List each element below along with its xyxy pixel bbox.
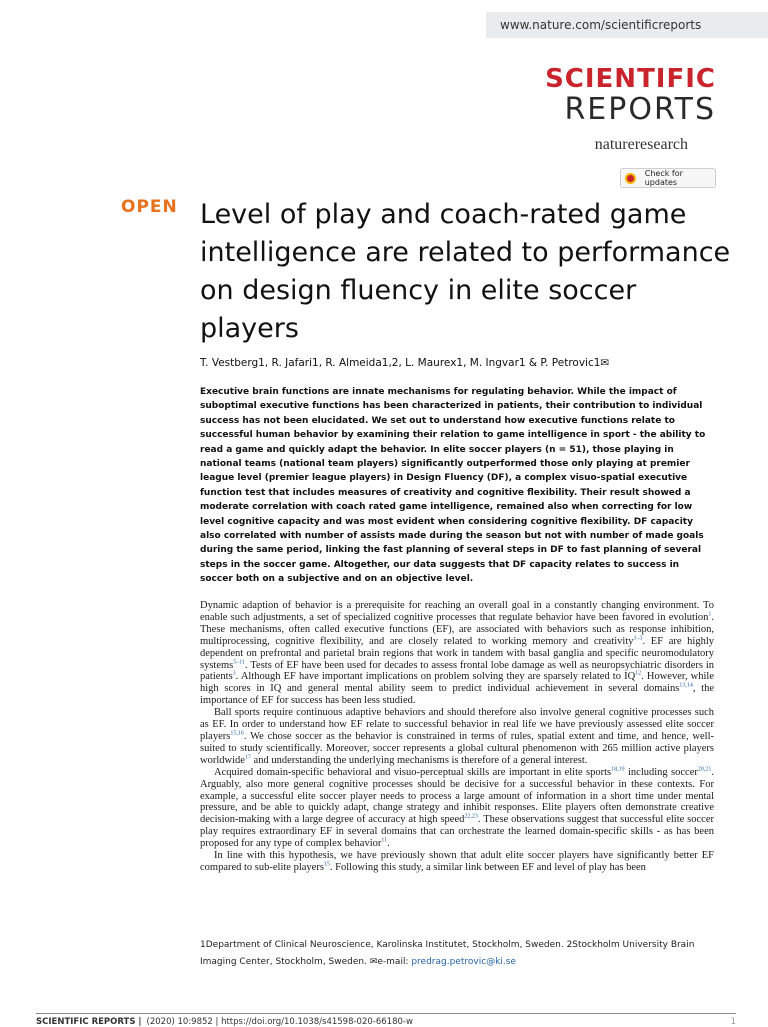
citation-link[interactable]: 22,23	[464, 813, 478, 820]
citation-link[interactable]: 1	[708, 611, 712, 618]
footer-citation[interactable]: (2020) 10:9852 | https://doi.org/10.1038/s41598-020-66180-w	[146, 1017, 413, 1027]
journal-logo-line2: REPORTS	[564, 92, 716, 127]
check-updates-button[interactable]	[620, 168, 716, 188]
citation-link[interactable]: 15	[323, 861, 330, 868]
citation-link[interactable]: 3	[232, 670, 236, 677]
body-paragraph: Dynamic adaption of behavior is a prerequisite for reaching an overall goal in a constantly changing environment. To enable such adjustments, a set of specialized cognitive processes that regulate behavior have been favored in evolution$^1$. These mechanisms, often called executive functions (EF), are associated with behaviors such as response inhibition, multiprocessing, cognitive flexibility, and are closely related to working memory and creativity$^{1-3}$. EF are highly dependent on prefrontal and parietal brain regions that work in tandem with basal ganglia and specific neuromodulatory systems$^{5-11}$. Tests of EF have been used for decades to assess frontal lobe damage as well as neuropsychiatric disorders in patients$^3$. Although EF have important implications on problem solving they are sparsely related to IQ$^{12}$. However, while high scores in IQ and general mental ability seem to predict individual achievement in several domains$^{13,14}$, the importance of EF for success has been less studied.	[200, 600, 715, 707]
page-footer	[36, 1017, 736, 1027]
citation-link[interactable]: 1–3	[633, 635, 643, 642]
citation-link[interactable]: 17	[244, 754, 251, 761]
footer-journal: SCIENTIFIC REPORTS |	[36, 1017, 142, 1027]
citation-link[interactable]: 13,14	[679, 682, 693, 689]
author-list: T. Vestberg1, R. Jafari1, R. Almeida1,2, L. Maurex1, M. Ingvar1 & P. Petrovic1✉	[200, 357, 610, 369]
affiliations-footnote	[200, 937, 730, 971]
open-access-label: OPEN	[121, 197, 178, 217]
page-number: 1	[730, 1017, 736, 1027]
article-body	[200, 600, 714, 874]
citation-link[interactable]: 12	[635, 670, 642, 677]
crossmark-icon	[625, 173, 636, 184]
footer-divider	[36, 1013, 736, 1014]
email-link[interactable]: predrag.petrovic@ki.se	[411, 957, 516, 967]
body-paragraph: Acquired domain-specific behavioral and visuo-perceptual skills are important in elite sports$^{18,19}$ including soccer$^{20,21}$. Arguably, also more general cognitive processes should be decisive for a successful behavior in these contexts. For example, a successful elite soccer player needs to process a large amount of information in a short time under mental pressure, and be able to quickly adapt, change strategy and inhibit responses. Elite players often demonstrate creative decision-making with a large degree of accuracy at high speed$^{22,23}$. These observations suggest that successful elite soccer play requires extraordinary EF in several domains that can orchestrate the learned domain-specific skills - as has been proposed for any type of complex behavior$^{11}$.	[200, 766, 714, 850]
citation-link[interactable]: 20,21	[697, 766, 712, 773]
check-updates-label: Check for updates	[644, 169, 683, 187]
journal-url[interactable]: www.nature.com/scientificreports	[486, 12, 768, 38]
citation-link[interactable]: 15,16	[230, 730, 244, 737]
citation-link[interactable]: 11	[381, 837, 388, 844]
body-paragraph: Ball sports require continuous adaptive behaviors and should therefore also involve general cognitive processes such as EF. In order to understand how EF relate to successful behavior in real life we have previously assessed elite soccer players$^{15,16}$. We chose soccer as the behavior is constrained in terms of rules, spatial extent and time, and hence, well-suited to study scientifically. Moreover, soccer represents a global cultural phenomenon with 265 million active players worldwide$^{17}$ and understanding the underlying mechanisms is therefore of a general interest.	[200, 707, 714, 766]
article-title: Level of play and coach-rated game intelligence are related to performance on design fluency in elite soccer players	[200, 199, 731, 344]
citation-link[interactable]: 5–11	[233, 659, 246, 666]
citation-link[interactable]: 18,19	[611, 766, 625, 773]
body-paragraph: In line with this hypothesis, we have previously shown that adult elite soccer players have significantly better EF compared to sub-elite players$^{15}$. Following this study, a similar link between EF and level of play has been	[200, 850, 714, 873]
affiliations-text: 1Department of Clinical Neuroscience, Karolinska Institutet, Stockholm, Sweden. 2Stockholm University Brain Imaging Center, Stockholm, Sweden. ✉e-mail:	[200, 940, 695, 967]
journal-logo-line1: SCIENTIFIC	[545, 64, 716, 94]
abstract: Executive brain functions are innate mechanisms for regulating behavior. While the impact of suboptimal executive functions has been characterized in patients, their contribution to individual success has not been elucidated. We set out to understand how executive functions relate to successful human behavior by examining their relation to game intelligence in sport - the ability to read a game and quickly adapt the behavior. In elite soccer players (n = 51), those playing in national teams (national team players) significantly outperformed those only playing at premier league level (premier league players) in Design Fluency (DF), a complex visuo-spatial executive function test that includes measures of creativity and cognitive flexibility. Their result showed a moderate correlation with coach rated game intelligence, remained also when correcting for low level cognitive capacity and was most evident when considering cognitive flexibility. DF capacity also correlated with number of assists made during the season but not with number of made goals during the same period, linking the fast planning of several steps in DF to fast planning of several steps in the soccer game. Altogether, our data suggests that DF capacity relates to success in soccer both on a subjective and on an objective level.	[200, 387, 706, 585]
publisher-logo: natureresearch	[594, 136, 688, 153]
